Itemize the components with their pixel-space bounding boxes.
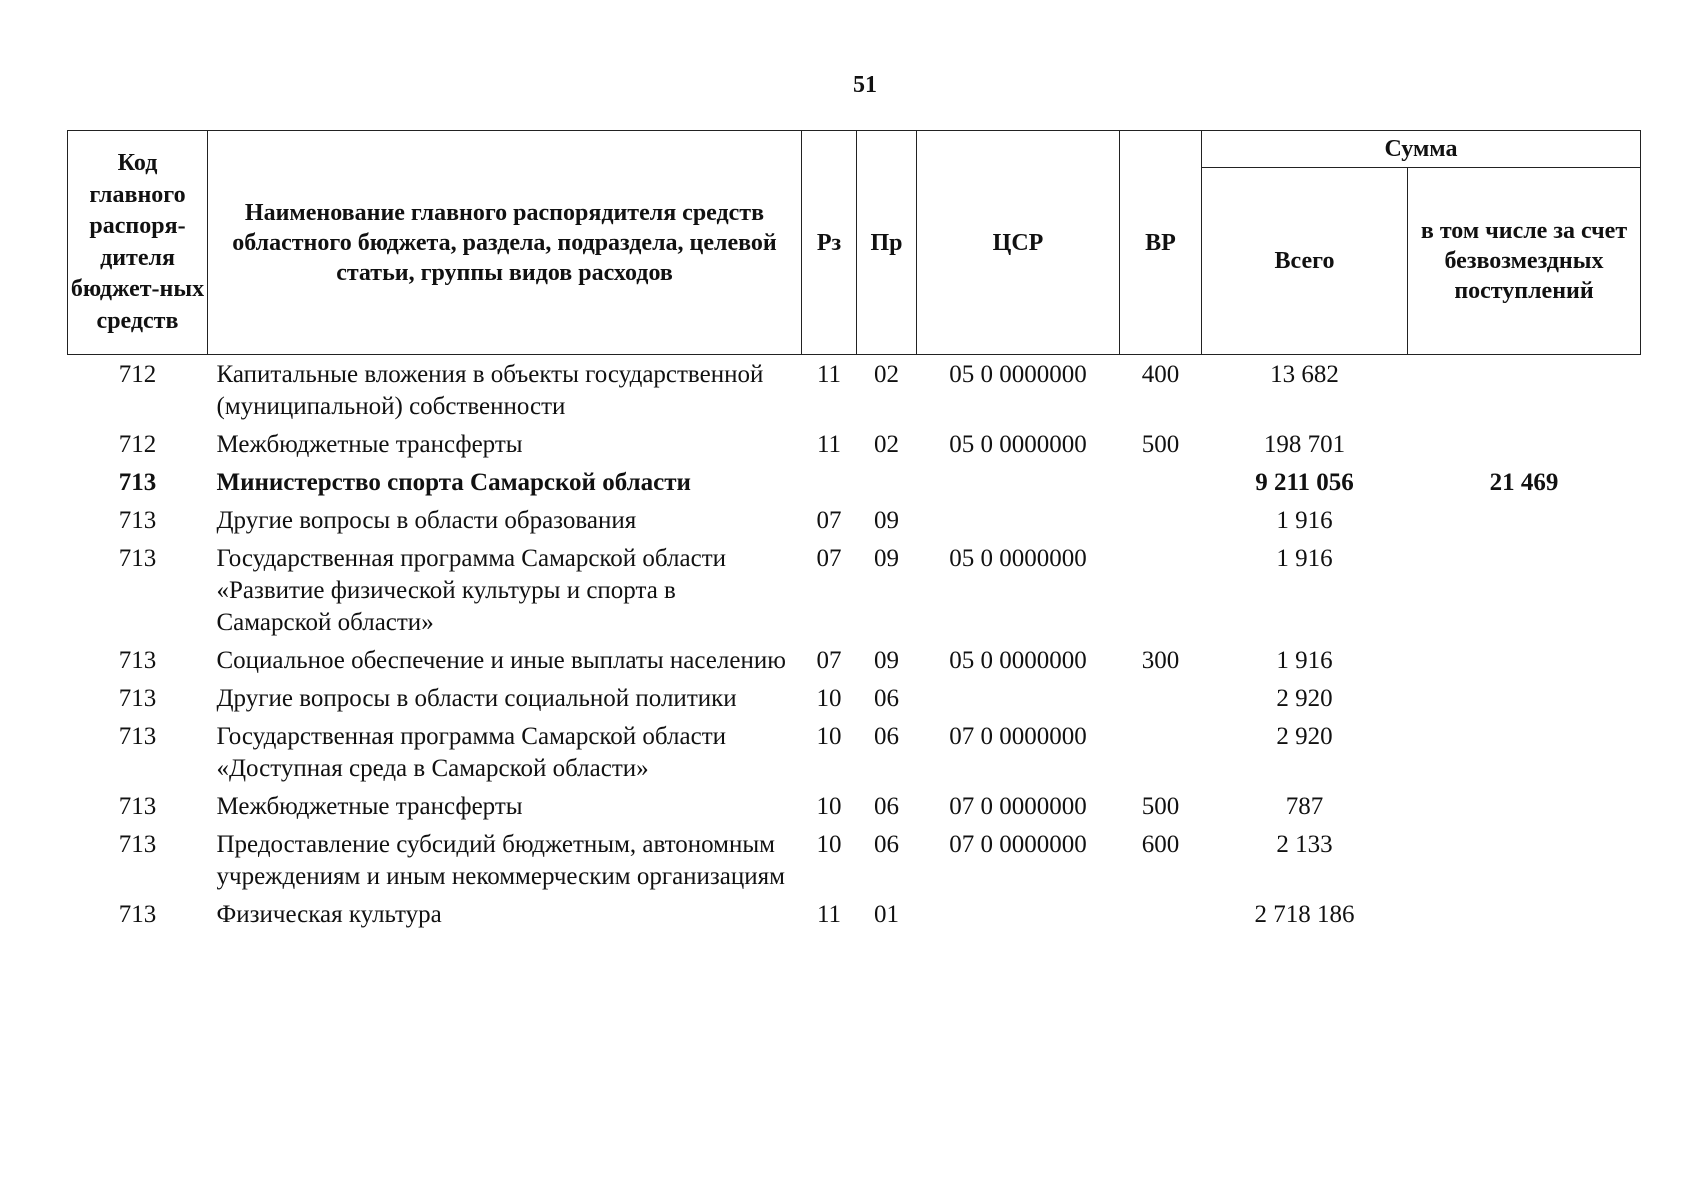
cell-total: 1 916 <box>1276 545 1333 572</box>
table-body <box>68 355 1641 938</box>
cell-vr: 500 <box>1141 431 1180 458</box>
cell-pr: 06 <box>874 831 899 858</box>
cell-free <box>1408 543 1641 645</box>
cell-free <box>1408 355 1641 430</box>
cell-vr <box>1120 543 1202 645</box>
cell-code: 713 <box>118 793 157 820</box>
cell-name: Государственная программа Самарской области «Развитие физической культуры и спорта в Самарской области» <box>216 545 726 636</box>
cell-csr: 05 0 0000000 <box>949 647 1087 674</box>
cell-name: Физическая культура <box>216 901 442 928</box>
cell-total: 2 718 186 <box>1254 901 1355 928</box>
cell-total: 787 <box>1285 793 1324 820</box>
cell-rz: 11 <box>816 901 842 928</box>
cell-name: Межбюджетные трансферты <box>216 431 523 458</box>
cell-code: 712 <box>118 361 157 388</box>
cell-rz: 10 <box>816 831 842 858</box>
cell-code: 713 <box>118 901 157 928</box>
cell-total: 1 916 <box>1276 647 1333 674</box>
table-row <box>68 791 1641 829</box>
cell-free <box>1408 429 1641 467</box>
cell-code: 713 <box>118 685 157 712</box>
cell-name: Предоставление субсидий бюджетным, автономным учреждениям и иным некоммерческим организациям <box>216 831 785 890</box>
table-row <box>68 543 1641 645</box>
page-number: 51 <box>853 72 877 98</box>
cell-vr <box>1120 721 1202 791</box>
header-total: Всего <box>1202 168 1408 355</box>
cell-free <box>1408 829 1641 899</box>
cell-pr: 09 <box>874 647 899 674</box>
cell-name: Государственная программа Самарской области «Доступная среда в Самарской области» <box>216 723 726 782</box>
cell-pr: 06 <box>874 793 899 820</box>
table-row <box>68 683 1641 721</box>
cell-pr: 09 <box>874 545 899 572</box>
table-row <box>68 829 1641 899</box>
cell-vr: 600 <box>1141 831 1180 858</box>
cell-rz: 07 <box>816 545 842 572</box>
cell-csr: 05 0 0000000 <box>949 431 1087 458</box>
cell-csr <box>917 683 1120 721</box>
table-row <box>68 645 1641 683</box>
cell-rz: 07 <box>816 647 842 674</box>
cell-code: 713 <box>118 647 157 674</box>
cell-rz: 11 <box>816 431 842 458</box>
cell-csr: 07 0 0000000 <box>949 831 1087 858</box>
table-row <box>68 721 1641 791</box>
cell-name: Социальное обеспечение и иные выплаты населению <box>216 647 786 674</box>
cell-total: 13 682 <box>1270 361 1339 388</box>
cell-rz <box>802 467 857 505</box>
cell-total: 2 920 <box>1276 723 1333 750</box>
cell-free <box>1408 645 1641 683</box>
cell-total: 2 133 <box>1276 831 1333 858</box>
cell-csr: 07 0 0000000 <box>949 723 1087 750</box>
cell-rz: 10 <box>816 793 842 820</box>
cell-total: 9 211 056 <box>1255 469 1354 496</box>
header-rz: Рз <box>802 131 857 355</box>
cell-csr <box>917 505 1120 543</box>
cell-pr: 06 <box>874 685 899 712</box>
header-free: в том числе за счет безвозмездных поступлений <box>1408 168 1641 355</box>
table-row-ministry <box>68 467 1641 505</box>
header-pr: Пр <box>857 131 917 355</box>
header-csr: ЦСР <box>917 131 1120 355</box>
cell-name: Другие вопросы в области социальной политики <box>216 685 737 712</box>
cell-code: 713 <box>118 507 157 534</box>
cell-csr: 05 0 0000000 <box>949 545 1087 572</box>
cell-pr: 06 <box>874 723 899 750</box>
table-row <box>68 355 1641 430</box>
cell-rz: 10 <box>816 685 842 712</box>
cell-rz: 07 <box>816 507 842 534</box>
cell-pr: 02 <box>874 361 899 388</box>
header-code: Код главного распоря-дителя бюджет-ных средств <box>68 131 208 355</box>
cell-free: 21 469 <box>1489 469 1559 496</box>
cell-code: 712 <box>118 431 157 458</box>
table-row <box>68 505 1641 543</box>
cell-rz: 11 <box>816 361 842 388</box>
cell-code: 713 <box>118 723 157 750</box>
cell-vr <box>1120 683 1202 721</box>
header-vr: ВР <box>1120 131 1202 355</box>
table-row <box>68 899 1641 937</box>
cell-total: 198 701 <box>1263 431 1346 458</box>
cell-pr: 01 <box>874 901 899 928</box>
budget-table <box>67 130 1641 937</box>
cell-vr: 400 <box>1141 361 1180 388</box>
cell-csr: 07 0 0000000 <box>949 793 1087 820</box>
cell-vr <box>1120 505 1202 543</box>
cell-free <box>1408 791 1641 829</box>
cell-name: Другие вопросы в области образования <box>216 507 637 534</box>
cell-vr <box>1120 467 1202 505</box>
cell-free <box>1408 721 1641 791</box>
cell-pr: 09 <box>874 507 899 534</box>
cell-total: 2 920 <box>1276 685 1333 712</box>
cell-pr <box>857 467 917 505</box>
cell-total: 1 916 <box>1276 507 1333 534</box>
cell-vr <box>1120 899 1202 937</box>
cell-code: 713 <box>118 831 157 858</box>
cell-csr <box>917 899 1120 937</box>
cell-csr <box>917 467 1120 505</box>
cell-vr: 300 <box>1141 647 1180 674</box>
cell-name: Капитальные вложения в объекты государственной (муниципальной) собственности <box>216 361 764 420</box>
cell-free <box>1408 683 1641 721</box>
cell-rz: 10 <box>816 723 842 750</box>
cell-csr: 05 0 0000000 <box>949 361 1087 388</box>
header-name: Наименование главного распорядителя средств областного бюджета, раздела, подраздела, целевой статьи, группы видов расходов <box>208 131 802 355</box>
cell-free <box>1408 899 1641 937</box>
table-row <box>68 429 1641 467</box>
table-header <box>68 131 1641 355</box>
cell-code: 713 <box>118 469 157 496</box>
cell-name: Межбюджетные трансферты <box>216 793 523 820</box>
cell-name: Министерство спорта Самарской области <box>216 469 691 496</box>
cell-pr: 02 <box>874 431 899 458</box>
cell-vr: 500 <box>1141 793 1180 820</box>
cell-code: 713 <box>118 545 157 572</box>
cell-free <box>1408 505 1641 543</box>
header-sum: Сумма <box>1202 131 1641 168</box>
